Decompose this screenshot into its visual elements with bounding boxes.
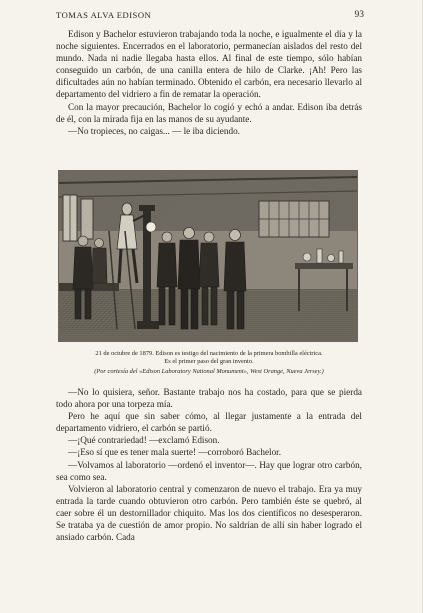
paragraph: Pero he aquí que sin saber cómo, al llegar justamente a la entrada del departamento vidriero, el carbón se partió. xyxy=(56,411,362,434)
engraving-illustration xyxy=(58,170,358,342)
figure-caption-line-1: 21 de octubre de 1879. Edison es testigo del nacimiento de la primera bombilla eléctrica. xyxy=(95,350,323,357)
body-text-top xyxy=(56,28,362,137)
running-title: TOMAS ALVA EDISON xyxy=(56,10,152,20)
paragraph: Volvieron al laboratorio central y comenzaron de nuevo el trabajo. Era ya muy entrada la tarde cuando obtuvieron otro carbón. Pero también éste se quebró, al caer sobre él un destornillador chiquito. Mas los dos científicos no desesperaron. Se trataba ya de cuestión de amor propio. No saldrían de allí sin haber logrado el ansiado carbón. Cada xyxy=(56,483,362,543)
page-header xyxy=(56,8,364,22)
paragraph: —No lo quisiera, señor. Bastante trabajo nos ha costado, para que se pierda todo ahora por una torpeza mía. xyxy=(56,387,362,410)
body-text-bottom xyxy=(56,386,362,543)
paragraph: —¡Qué contrariedad! —exclamó Edison. xyxy=(68,435,220,446)
paragraph: —Volvamos al laboratorio —ordenó el inventor—. Hay que lograr otro carbón, sea como sea. xyxy=(56,459,362,482)
page-number: 93 xyxy=(354,10,364,20)
figure-credit: (Por cortesía del «Edison Laboratory National Monument», West Orange, Nueva Jersey.) xyxy=(94,368,324,375)
paragraph: —¡Eso sí que es tener mala suerte! —corroboró Bachelor. xyxy=(68,447,282,458)
paragraph: Con la mayor precaución, Bachelor lo cogió y echó a andar. Edison iba detrás de él, con la mirada fija en las manos de su ayudante. xyxy=(56,101,362,124)
figure-caption-line-2: Es el primer paso del gran invento. xyxy=(164,358,254,365)
paragraph: Edison y Bachelor estuvieron trabajando toda la noche, e igualmente el día y la noche siguientes. Encerrados en el laboratorio, permanecían aislados del resto del mundo. Nada ni nadie llegaba hasta ellos. Al final de este tiempo, sólo habían conseguido un carbón, de una canilla entera de hilo de Clarke. ¡Ah! Pero las dificultades aún no habían terminado. Obtenido el carbón, era necesario llevarlo al departamento del vidriero a fin de rematar la operación. xyxy=(56,29,362,100)
paragraph: —No tropieces, no caigas... — le iba diciendo. xyxy=(68,125,240,136)
lab-scene-engraving xyxy=(59,171,357,341)
